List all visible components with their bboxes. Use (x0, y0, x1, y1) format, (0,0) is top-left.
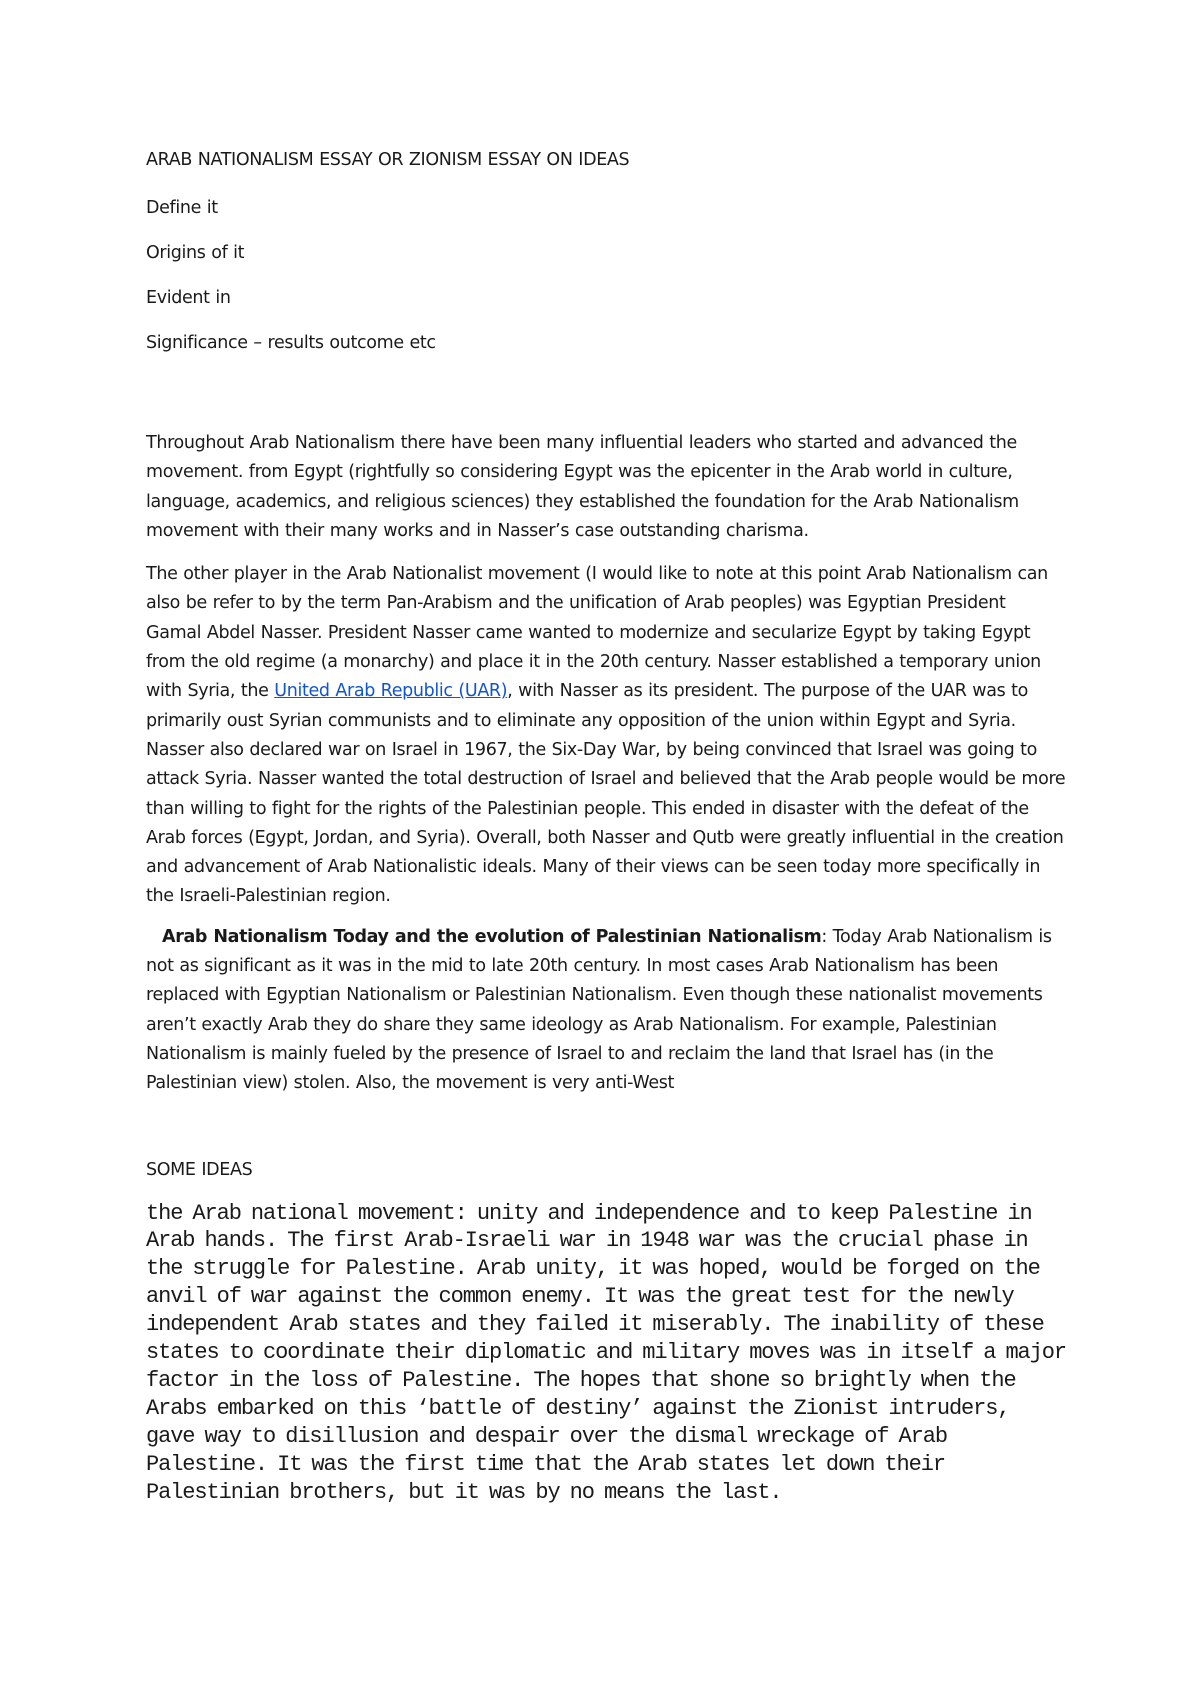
uar-link[interactable]: United Arab Republic (UAR) (274, 681, 508, 702)
outline-item-origins: Origins of it (146, 243, 245, 263)
spacer (146, 376, 1066, 429)
outline-item-define: Define it (146, 198, 218, 218)
paragraph-today (146, 923, 1066, 1099)
ideas-paragraph: the Arab national movement: unity and independence and to keep Palestine in Arab hands. The first Arab-Israeli war in 1948 war was the crucial phase in the struggle for Palestine. Arab unity, it was hoped, would be forged on the anvil of war against the common enemy. It was the great test for the newly independent Arab states and they failed it miserably. The inability of these states to coordinate their diplomatic and military moves was in itself a major factor in the loss of Palestine. The hopes that shone so brightly when the Arabs embarked on this ‘battle of destiny’ against the Zionist intruders, gave way to disillusion and despair over the dismal wreckage of Arab Palestine. It was the first time that the Arab states let down their Palestinian brothers, but it was by no means the last. (146, 1200, 1066, 1505)
section-heading-today: Arab Nationalism Today and the evolution of Palestinian Nationalism (162, 926, 822, 947)
spacer (146, 1099, 1066, 1158)
outline-list (146, 196, 1066, 355)
paragraph-nasser-text-start: The other player in the Arab Nationalist movement (I would like to note at this point Arab Nationalism can also be refer to by the term Pan-Arabism and the unification of Arab peoples) was Egyptian President Gamal Abdel Nasser. President Nasser came wanted to modernize and secularize Egypt by taking Egypt from the old regime (a monarchy) and place it in the 20th century. Nasser established a temporary union with Syria, the (146, 564, 1048, 702)
paragraph-nasser-text-end: , with Nasser as its president. The purpose of the UAR was to primarily oust Syrian communists and to eliminate any opposition of the union within Egypt and Syria. Nasser also declared war on Israel in 1967, the Six-Day War, by being convinced that Israel was going to attack Syria. Nasser wanted the total destruction of Israel and believed that the Arab people would be more than willing to fight for the rights of the Palestinian people. This ended in disaster with the defeat of the Arab forces (Egypt, Jordan, and Syria). Overall, both Nasser and Qutb were greatly influential in the creation and advancement of Arab Nationalistic ideals. Many of their views can be seen today more specifically in the Israeli-Palestinian region. (146, 681, 1066, 907)
outline-item-evident: Evident in (146, 288, 231, 308)
outline-item-significance: Significance – results outcome etc (146, 333, 436, 353)
ideas-label: SOME IDEAS (146, 1159, 253, 1180)
paragraph-today-text: : Today Arab Nationalism is not as significant as it was in the mid to late 20th century. In most cases Arab Nationalism has been replaced with Egyptian Nationalism or Palestinian Nationalism. Even though these nationalist movements aren’t exactly Arab they do share they same ideology as Arab Nationalism. For example, Palestinian Nationalism is mainly fueled by the presence of Israel to and reclaim the land that Israel has (in the Palestinian view) stolen. Also, the movement is very anti-West (146, 926, 1052, 1094)
paragraph-nasser (146, 560, 1066, 912)
document-page (146, 148, 1066, 1507)
document-heading: ARAB NATIONALISM ESSAY OR ZIONISM ESSAY ON IDEAS (146, 150, 630, 170)
paragraph-leaders: Throughout Arab Nationalism there have been many influential leaders who started and advanced the movement. from Egypt (rightfully so considering Egypt was the epicenter in the Arab world in culture, language, academics, and religious sciences) they established the foundation for the Arab Nationalism movement with their many works and in Nasser’s case outstanding charisma. (146, 433, 1019, 541)
